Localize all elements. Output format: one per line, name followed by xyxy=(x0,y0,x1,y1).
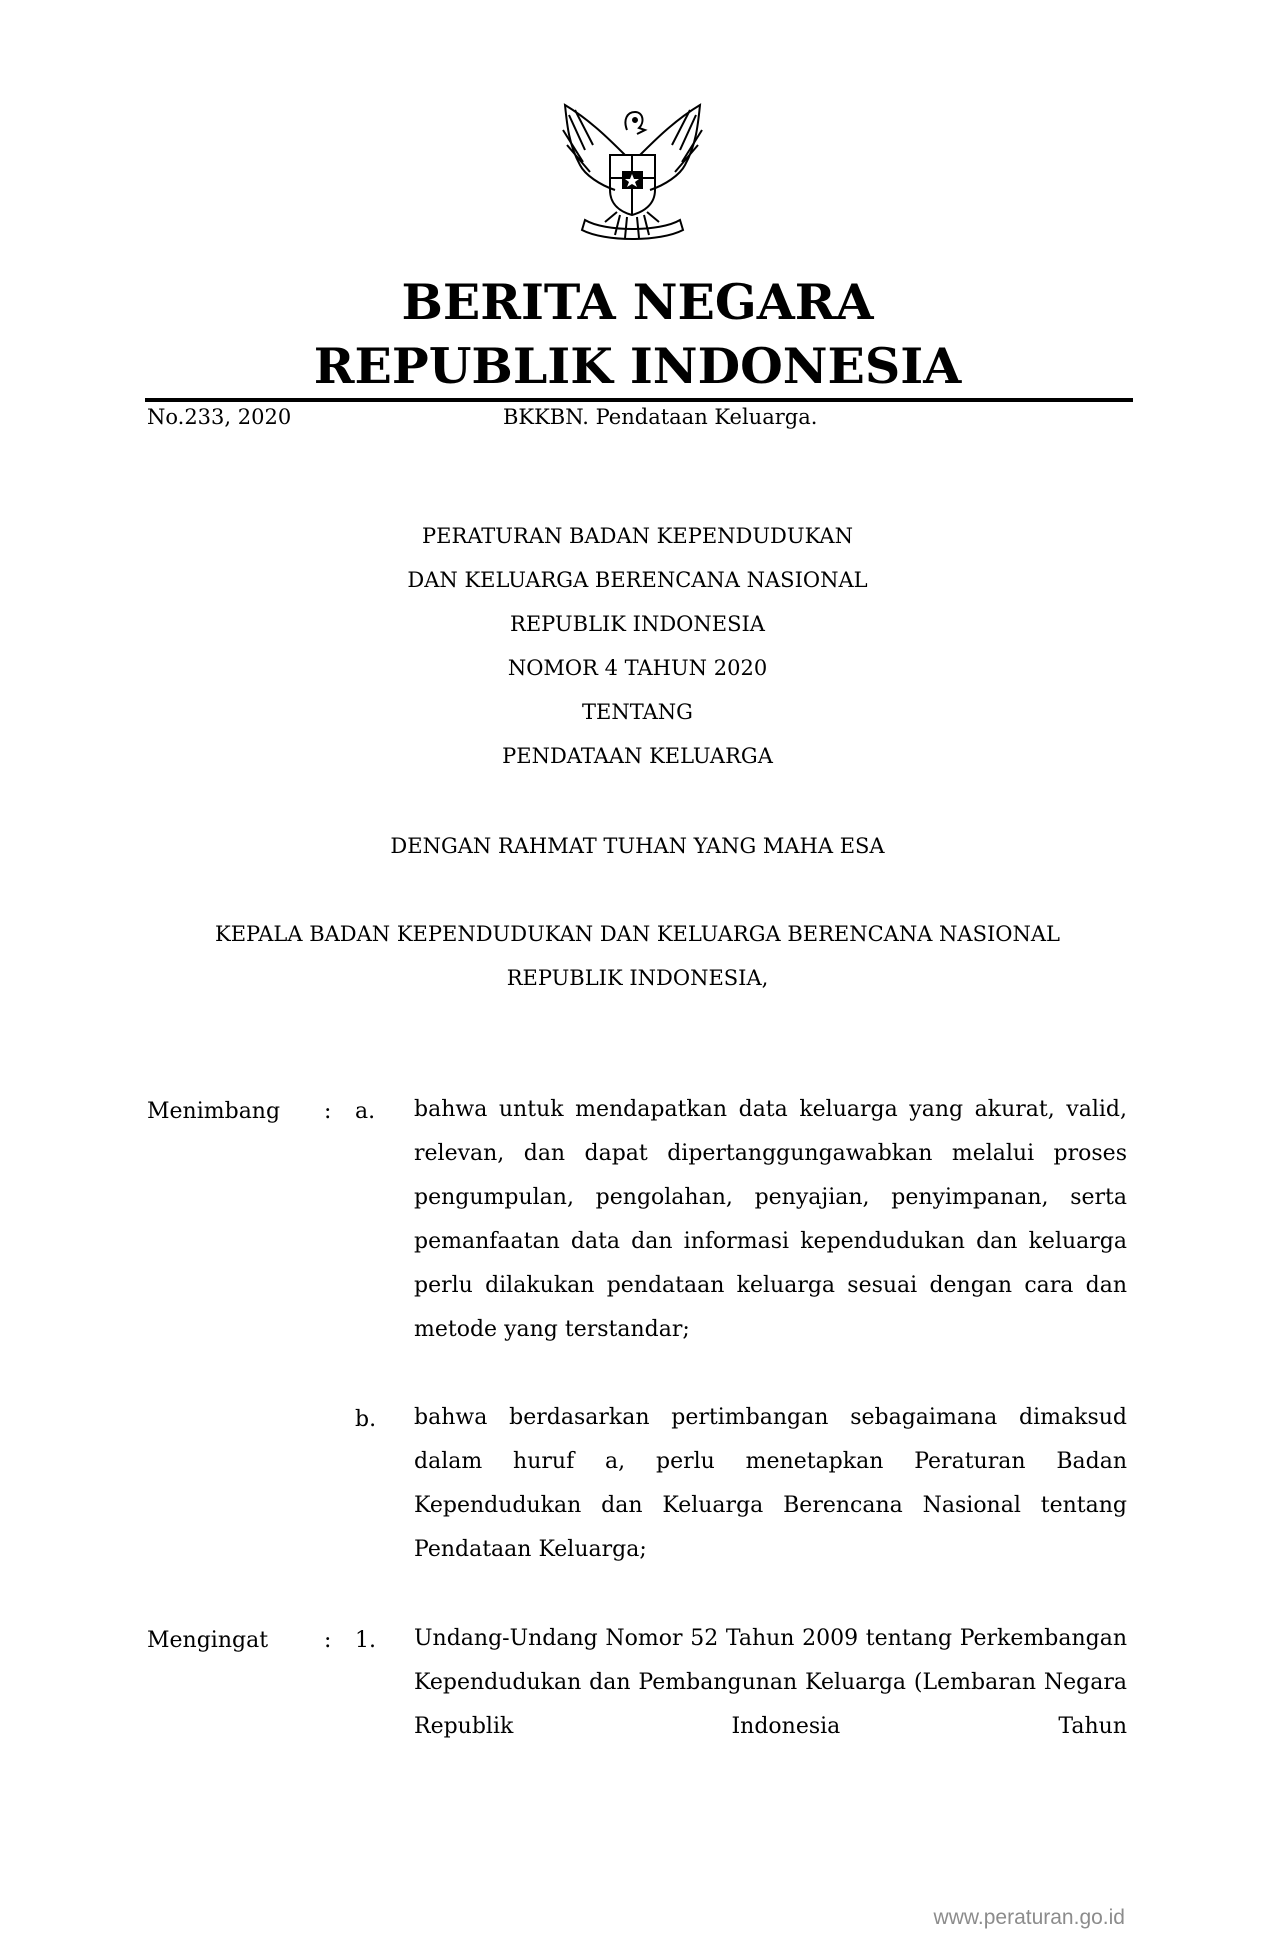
regulation-title-line: NOMOR 4 TAHUN 2020 xyxy=(507,656,768,680)
regulation-title-line: PERATURAN BADAN KEPENDUDUKAN xyxy=(422,524,853,548)
menimbang-colon: : xyxy=(324,1099,332,1124)
menimbang-item-text: bahwa untuk mendapatkan data keluarga yang akurat, valid, relevan, dan dapat dipertanggungawabkan melalui proses pengumpulan, pengolahan, penyajian, penyimpanan, serta pemanfaatan data dan informasi kependudukan dan keluarga perlu dilakukan pendataan keluarga sesuai dengan cara dan metode yang terstandar; xyxy=(414,1097,1127,1342)
gazette-number: No.233, 2020 xyxy=(147,405,292,429)
invocation: DENGAN RAHMAT TUHAN YANG MAHA ESA xyxy=(390,834,885,858)
masthead-title-line1: BERITA NEGARA xyxy=(401,273,874,331)
regulation-title-line: TENTANG xyxy=(582,700,693,724)
footer-url[interactable]: www.peraturan.go.id xyxy=(933,1906,1125,1929)
regulation-title-line: DAN KELUARGA BERENCANA NASIONAL xyxy=(407,568,868,592)
mengingat-item-marker: 1. xyxy=(355,1628,376,1653)
menimbang-item-text: bahwa berdasarkan pertimbangan sebagaimana dimaksud dalam huruf a, perlu menetapkan Peraturan Badan Kependudukan dan Keluarga Berencana Nasional tentang Pendataan Keluarga; xyxy=(414,1405,1127,1562)
menimbang-item-marker: a. xyxy=(355,1099,376,1124)
masthead-title-line2: REPUBLIK INDONESIA xyxy=(313,337,962,395)
authority-line: REPUBLIK INDONESIA, xyxy=(506,966,769,990)
mengingat-colon: : xyxy=(324,1628,332,1653)
authority-line: KEPALA BADAN KEPENDUDUKAN DAN KELUARGA BERENCANA NASIONAL xyxy=(215,922,1060,946)
mengingat-label: Mengingat xyxy=(147,1628,269,1653)
garuda-emblem-icon xyxy=(555,100,710,245)
masthead-divider xyxy=(145,398,1133,402)
menimbang-label: Menimbang xyxy=(147,1099,281,1124)
menimbang-item-marker: b. xyxy=(355,1407,377,1432)
gazette-subject: BKKBN. Pendataan Keluarga. xyxy=(503,405,818,429)
regulation-title-line: PENDATAAN KELUARGA xyxy=(502,744,773,768)
regulation-title-line: REPUBLIK INDONESIA xyxy=(510,612,765,636)
mengingat-item-text: Undang-Undang Nomor 52 Tahun 2009 tentang Perkembangan Kependudukan dan Pembangunan Keluarga (Lembaran Negara Republik Indonesia Tahun xyxy=(414,1626,1127,1739)
